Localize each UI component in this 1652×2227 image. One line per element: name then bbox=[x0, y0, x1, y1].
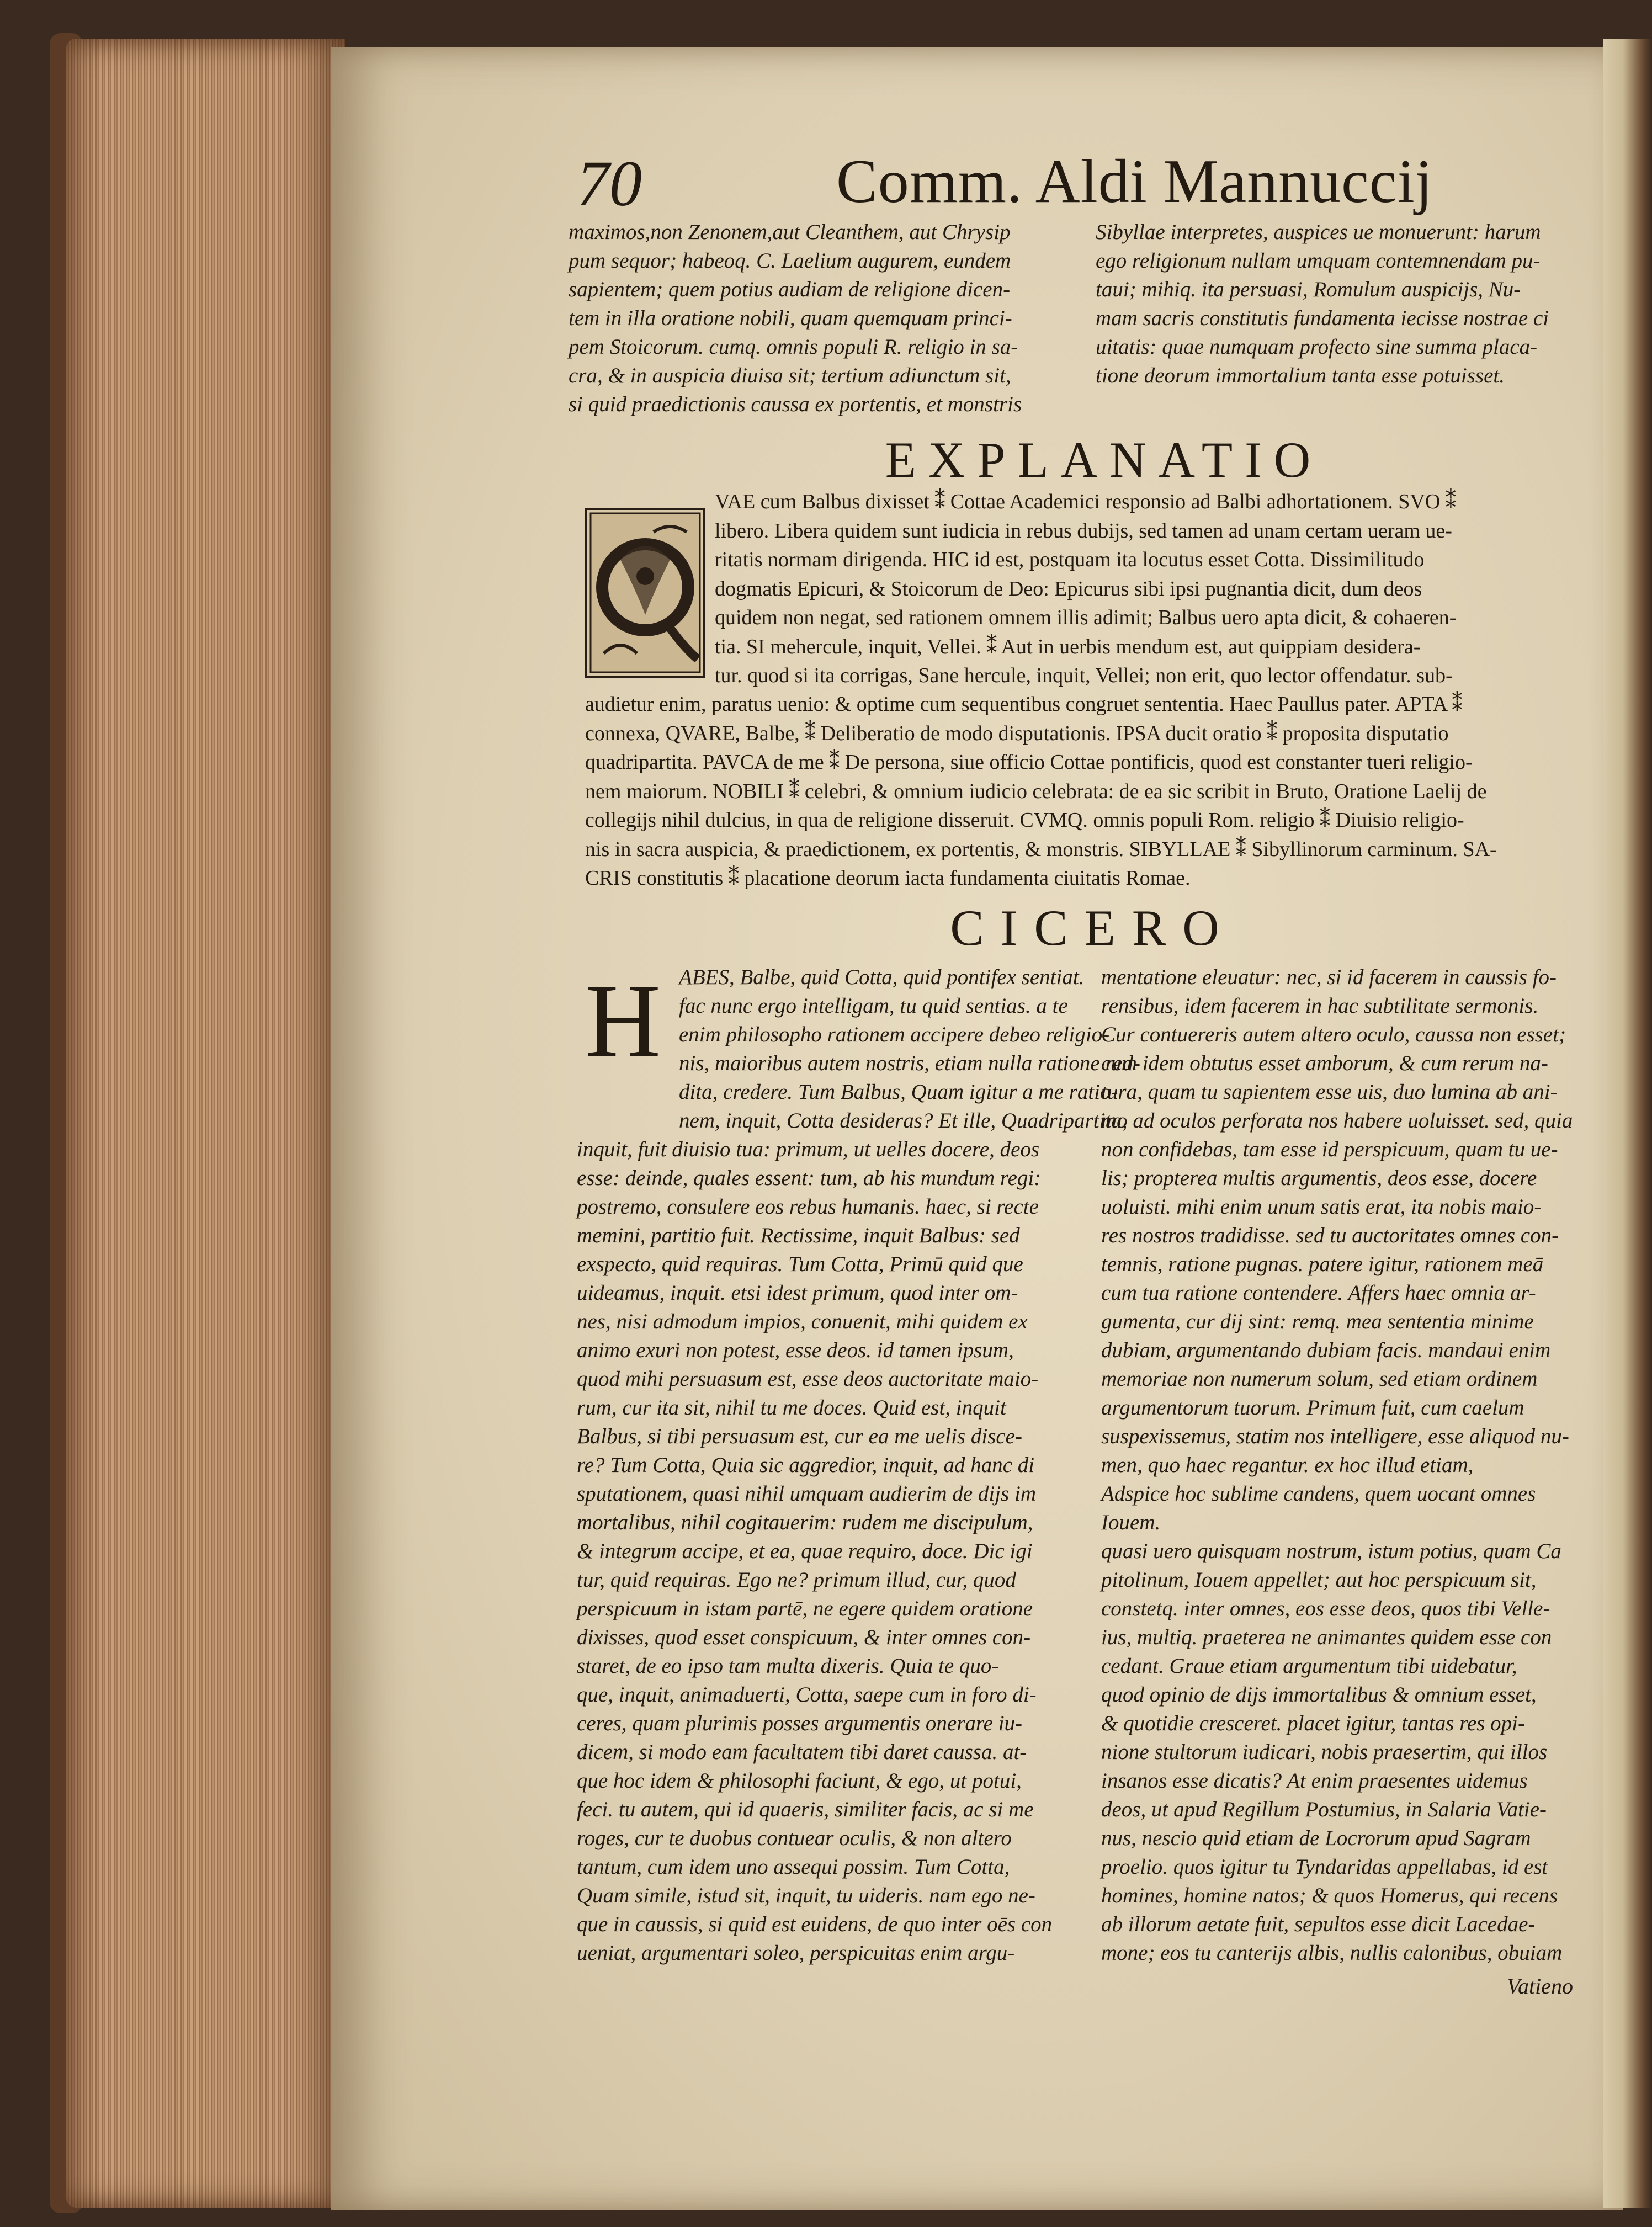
text-line: fac nunc ergo intelligam, tu quid sentias. a te bbox=[679, 994, 1068, 1018]
text-line: suspexissemus, statim nos intelligere, esse aliquod nu- bbox=[1101, 1425, 1569, 1448]
text-line: uoluisti. mihi enim unum satis erat, ita nobis maio- bbox=[1101, 1195, 1542, 1219]
text-line: res nostros tradidisse. sed tu auctoritates omnes con- bbox=[1101, 1224, 1559, 1247]
cicero-right-column bbox=[1101, 963, 1598, 1968]
text-line: que in caussis, si quid est euidens, de quo inter oēs con bbox=[577, 1912, 1053, 1936]
text-line: nem maiorum. NOBILI ⁑ celebri, & omnium iudicio celebrata: de ea sic scribit in Bruto, Oratione Laelij de bbox=[585, 779, 1487, 803]
text-line: uideamus, inquit. etsi idest primum, quod inter om- bbox=[577, 1281, 1018, 1305]
text-line: quasi uero quisquam nostrum, istum potius, quam Ca bbox=[1101, 1539, 1561, 1563]
text-line: perspicuum in istam partē, ne egere quidem oratione bbox=[577, 1597, 1033, 1620]
cicero-heading: CICERO bbox=[950, 900, 1236, 956]
text-line: que hoc idem & philosophi faciunt, & ego, ut potui, bbox=[577, 1769, 1022, 1793]
text-line: pitolinum, Iouem appellet; aut hoc perspicuum sit, bbox=[1101, 1568, 1537, 1592]
top-right-column bbox=[1096, 218, 1598, 390]
text-line: lis; propterea multis argumentis, deos esse, docere bbox=[1101, 1166, 1537, 1190]
text-line: tur, quid requiras. Ego ne? primum illud, cur, quod bbox=[577, 1568, 1016, 1592]
text-line: rum, cur ita sit, nihil tu me doces. Quid est, inquit bbox=[577, 1396, 1006, 1420]
text-line: dixisses, quod esset conspicuum, & inter omnes con- bbox=[577, 1625, 1031, 1649]
text-line: pum sequor; habeoq. C. Laelium augurem, eundem bbox=[569, 249, 1011, 273]
text-line: sapientem; quem potius audiam de religione dicen- bbox=[569, 278, 1011, 301]
page-number: 70 bbox=[577, 147, 642, 220]
text-line: rensibus, idem facerem in hac subtilitate sermonis. bbox=[1101, 994, 1539, 1018]
text-line: memini, partitio fuit. Rectissime, inquit Balbus: sed bbox=[577, 1224, 1020, 1247]
text-line: audietur enim, paratus uenio: & optime cum sequentibus congruet sententia. Haec Paullus pater. APTA ⁑ bbox=[585, 693, 1463, 716]
text-line: ceres, quam plurimis posses argumentis onerare iu- bbox=[577, 1712, 1023, 1735]
text-line: que, inquit, animaduerti, Cotta, saepe cum in foro di- bbox=[577, 1683, 1037, 1707]
facing-page-edge bbox=[1603, 39, 1652, 2208]
text-line: pem Stoicorum. cumq. omnis populi R. religio in sa- bbox=[569, 335, 1018, 359]
explanatio-heading: EXPLANATIO bbox=[885, 432, 1323, 488]
text-line: ritatis normam dirigenda. HIC id est, postquam ita locutus esset Cotta. Dissimilitudo bbox=[715, 548, 1425, 571]
text-line: CRIS constitutis ⁑ placatione deorum iacta fundamenta ciuitatis Romae. bbox=[585, 867, 1191, 890]
text-line: inquit, fuit diuisio tua: primum, ut uelles docere, deos bbox=[577, 1138, 1040, 1161]
text-line: quod mihi persuasum est, esse deos auctoritate maio- bbox=[577, 1367, 1039, 1391]
decorated-initial-q bbox=[585, 508, 705, 678]
text-line: collegijs nihil dulcius, in qua de religione disseruit. CVMQ. omnis populi Rom. religio ⁑ Diuisio religio- bbox=[585, 809, 1464, 832]
text-line: nis in sacra auspicia, & praedictionem, ex portentis, & monstris. SIBYLLAE ⁑ Sibyllinorum carminum. SA- bbox=[585, 837, 1497, 861]
text-line: Iouem. bbox=[1101, 1511, 1161, 1534]
text-line: nem, inquit, Cotta desideras? Et ille, Quadripartita, bbox=[679, 1109, 1128, 1133]
text-line: cum tua ratione contendere. Affers haec omnia ar- bbox=[1101, 1281, 1536, 1305]
running-title: Comm. Aldi Mannuccij bbox=[836, 147, 1433, 216]
text-line: ab illorum aetate fuit, sepultos esse dicit Lacedae- bbox=[1101, 1912, 1536, 1936]
text-line: memoriae non numerum solum, sed etiam ordinem bbox=[1101, 1367, 1538, 1391]
text-line: ius, multiq. praeterea ne animantes quidem esse con bbox=[1101, 1625, 1552, 1649]
text-line: taui; mihiq. ita persuasi, Romulum auspicijs, Nu- bbox=[1096, 278, 1521, 301]
text-line: libero. Libera quidem sunt iudicia in rebus dubijs, sed tamen ad unam certam ueram ue- bbox=[715, 519, 1452, 543]
explanatio-indented-text bbox=[715, 487, 1587, 690]
text-line: dubiam, argumentando dubiam facis. mandaui enim bbox=[1101, 1338, 1551, 1362]
text-line: si quid praedictionis caussa ex portentis, et monstris bbox=[569, 392, 1022, 416]
text-line: cum idem obtutus esset amborum, & cum rerum na- bbox=[1101, 1051, 1548, 1075]
text-line: men, quo haec regantur. ex hoc illud etiam, bbox=[1101, 1453, 1474, 1477]
text-line: & integrum accipe, et ea, quae requiro, doce. Dic igi bbox=[577, 1539, 1033, 1563]
text-line: mone; eos tu canterijs albis, nullis calonibus, obuiam bbox=[1101, 1941, 1563, 1965]
top-left-column bbox=[569, 218, 1076, 419]
text-line: gumenta, cur dij sint: remq. mea sententia minime bbox=[1101, 1310, 1534, 1333]
text-line: Quam simile, istud sit, inquit, tu uideris. nam ego ne- bbox=[577, 1884, 1035, 1907]
text-line: cedant. Graue etiam argumentum tibi uidebatur, bbox=[1101, 1654, 1517, 1678]
text-line: tur. quod si ita corrigas, Sane hercule, inquit, Vellei; non erit, quo lector offendatur. sub- bbox=[715, 664, 1453, 687]
text-line: homines, homine natos; & quos Homerus, qui recens bbox=[1101, 1884, 1558, 1907]
text-line: dicem, si modo eam facultatem tibi daret caussa. at- bbox=[577, 1740, 1027, 1764]
text-line: non confidebas, tam esse id perspicuum, quam tu ue- bbox=[1101, 1138, 1558, 1161]
text-line: esse: deinde, quales essent: tum, ab his mundum regi: bbox=[577, 1166, 1042, 1190]
text-line: quod opinio de dijs immortalibus & omnium esset, bbox=[1101, 1683, 1537, 1707]
text-line: re? Tum Cotta, Quia sic aggredior, inquit, ad hanc di bbox=[577, 1453, 1035, 1477]
text-line: ego religionum nullam umquam contemnendam pu- bbox=[1096, 249, 1541, 273]
cicero-initial-letter: H bbox=[585, 963, 661, 1079]
text-line: nes, nisi admodum impios, conuenit, mihi quidem ex bbox=[577, 1310, 1028, 1333]
text-line: & quotidie cresceret. placet igitur, tantas res opi- bbox=[1101, 1712, 1525, 1735]
text-line: staret, de eo ipso tam multa dixeris. Quia te quo- bbox=[577, 1654, 999, 1678]
text-line: sputationem, quasi nihil umquam audierim de dijs im bbox=[577, 1482, 1036, 1506]
ornament-icon bbox=[587, 510, 703, 676]
text-line: mortalibus, nihil cogitauerim: rudem me discipulum, bbox=[577, 1511, 1033, 1534]
text-line: maximos,non Zenonem,aut Cleanthem, aut Chrysip bbox=[569, 220, 1011, 244]
text-line: ABES, Balbe, quid Cotta, quid pontifex sentiat. bbox=[679, 965, 1085, 989]
text-line: Balbus, si tibi persuasum est, cur ea me uelis disce- bbox=[577, 1425, 1022, 1448]
catchword: Vatieno bbox=[1507, 1974, 1573, 1999]
text-line: Sibyllae interpretes, auspices ue monuerunt: harum bbox=[1096, 220, 1541, 244]
text-line: enim philosopho rationem accipere debeo religio- bbox=[679, 1023, 1110, 1046]
text-line: Cur contuereris autem altero oculo, caussa non esset; bbox=[1101, 1023, 1566, 1046]
text-line: nis, maioribus autem nostris, etiam nulla ratione red- bbox=[679, 1051, 1140, 1075]
text-line: postremo, consulere eos rebus humanis. haec, si recte bbox=[577, 1195, 1039, 1219]
text-line: connexa, QVARE, Balbe, ⁑ Deliberatio de modo disputationis. IPSA ducit oratio ⁑ proposita disputatio bbox=[585, 721, 1449, 745]
text-line: tia. SI mehercule, inquit, Vellei. ⁑ Aut in uerbis mendum est, aut quippiam desidera- bbox=[715, 635, 1421, 658]
text-line: nione stultorum iudicari, nobis praesertim, qui illos bbox=[1101, 1740, 1548, 1764]
text-line: dogmatis Epicuri, & Stoicorum de Deo: Epicurus sibi ipsi pugnantia dicit, dum deos bbox=[715, 577, 1422, 600]
text-line: nus, nescio quid etiam de Locrorum apud Sagram bbox=[1101, 1826, 1531, 1850]
text-line: constetq. inter omnes, eos esse deos, quos tibi Velle- bbox=[1101, 1597, 1550, 1620]
text-line: argumentorum tuorum. Primum fuit, cum caelum bbox=[1101, 1396, 1524, 1420]
text-line: ueniat, argumentari soleo, perspicuitas enim argu- bbox=[577, 1941, 1015, 1965]
running-head bbox=[577, 146, 1603, 220]
text-line: quidem non negat, sed rationem omnem illis adimit; Balbus uero apta dicit, & cohaeren- bbox=[715, 606, 1457, 629]
text-line: animo exuri non potest, esse deos. id tamen ipsum, bbox=[577, 1338, 1014, 1362]
text-line: mam sacris constitutis fundamenta iecisse nostrae ci bbox=[1096, 306, 1549, 330]
text-line: feci. tu autem, qui id quaeris, similiter facis, ac si me bbox=[577, 1798, 1034, 1821]
text-line: dita, credere. Tum Balbus, Quam igitur a me ratio- bbox=[679, 1080, 1118, 1104]
text-line: tione deorum immortalium tanta esse potuisset. bbox=[1096, 364, 1505, 387]
text-line: roges, cur te duobus contuear oculis, & non altero bbox=[577, 1826, 1012, 1850]
text-line: temnis, ratione pugnas. patere igitur, rationem meā bbox=[1101, 1252, 1544, 1276]
text-line: quadripartita. PAVCA de me ⁑ De persona, siue officio Cottae pontificis, quod est constanter tueri religio- bbox=[585, 751, 1473, 774]
text-line: cra, & in auspicia diuisa sit; tertium adiunctum sit, bbox=[569, 364, 1011, 387]
text-line: mo ad oculos perforata nos habere uoluisset. sed, quia bbox=[1101, 1109, 1573, 1133]
text-line: exspecto, quid requiras. Tum Cotta, Primū quid que bbox=[577, 1252, 1023, 1276]
text-line: insanos esse dicatis? At enim praesentes uidemus bbox=[1101, 1769, 1528, 1793]
text-line: tem in illa oratione nobili, quam quemquam princi- bbox=[569, 306, 1012, 330]
text-line: uitatis: quae numquam profecto sine summa placa- bbox=[1096, 335, 1538, 359]
text-line: tantum, cum idem uno assequi possim. Tum Cotta, bbox=[577, 1855, 1010, 1879]
book-page-edges bbox=[66, 39, 345, 2208]
text-line: mentatione eleuatur: nec, si id facerem in caussis fo- bbox=[1101, 965, 1557, 989]
text-line: Adspice hoc sublime candens, quem uocant omnes bbox=[1101, 1482, 1536, 1506]
text-line: VAE cum Balbus dixisset ⁑ Cottae Academici responsio ad Balbi adhortationem. SVO ⁑ bbox=[715, 490, 1456, 513]
text-line: proelio. quos igitur tu Tyndaridas appellabas, id est bbox=[1101, 1855, 1548, 1879]
text-line: tura, quam tu sapientem esse uis, duo lumina ab ani- bbox=[1101, 1080, 1558, 1104]
text-line: deos, ut apud Regillum Postumius, in Salaria Vatie- bbox=[1101, 1798, 1547, 1821]
explanatio-full-text bbox=[585, 690, 1595, 893]
